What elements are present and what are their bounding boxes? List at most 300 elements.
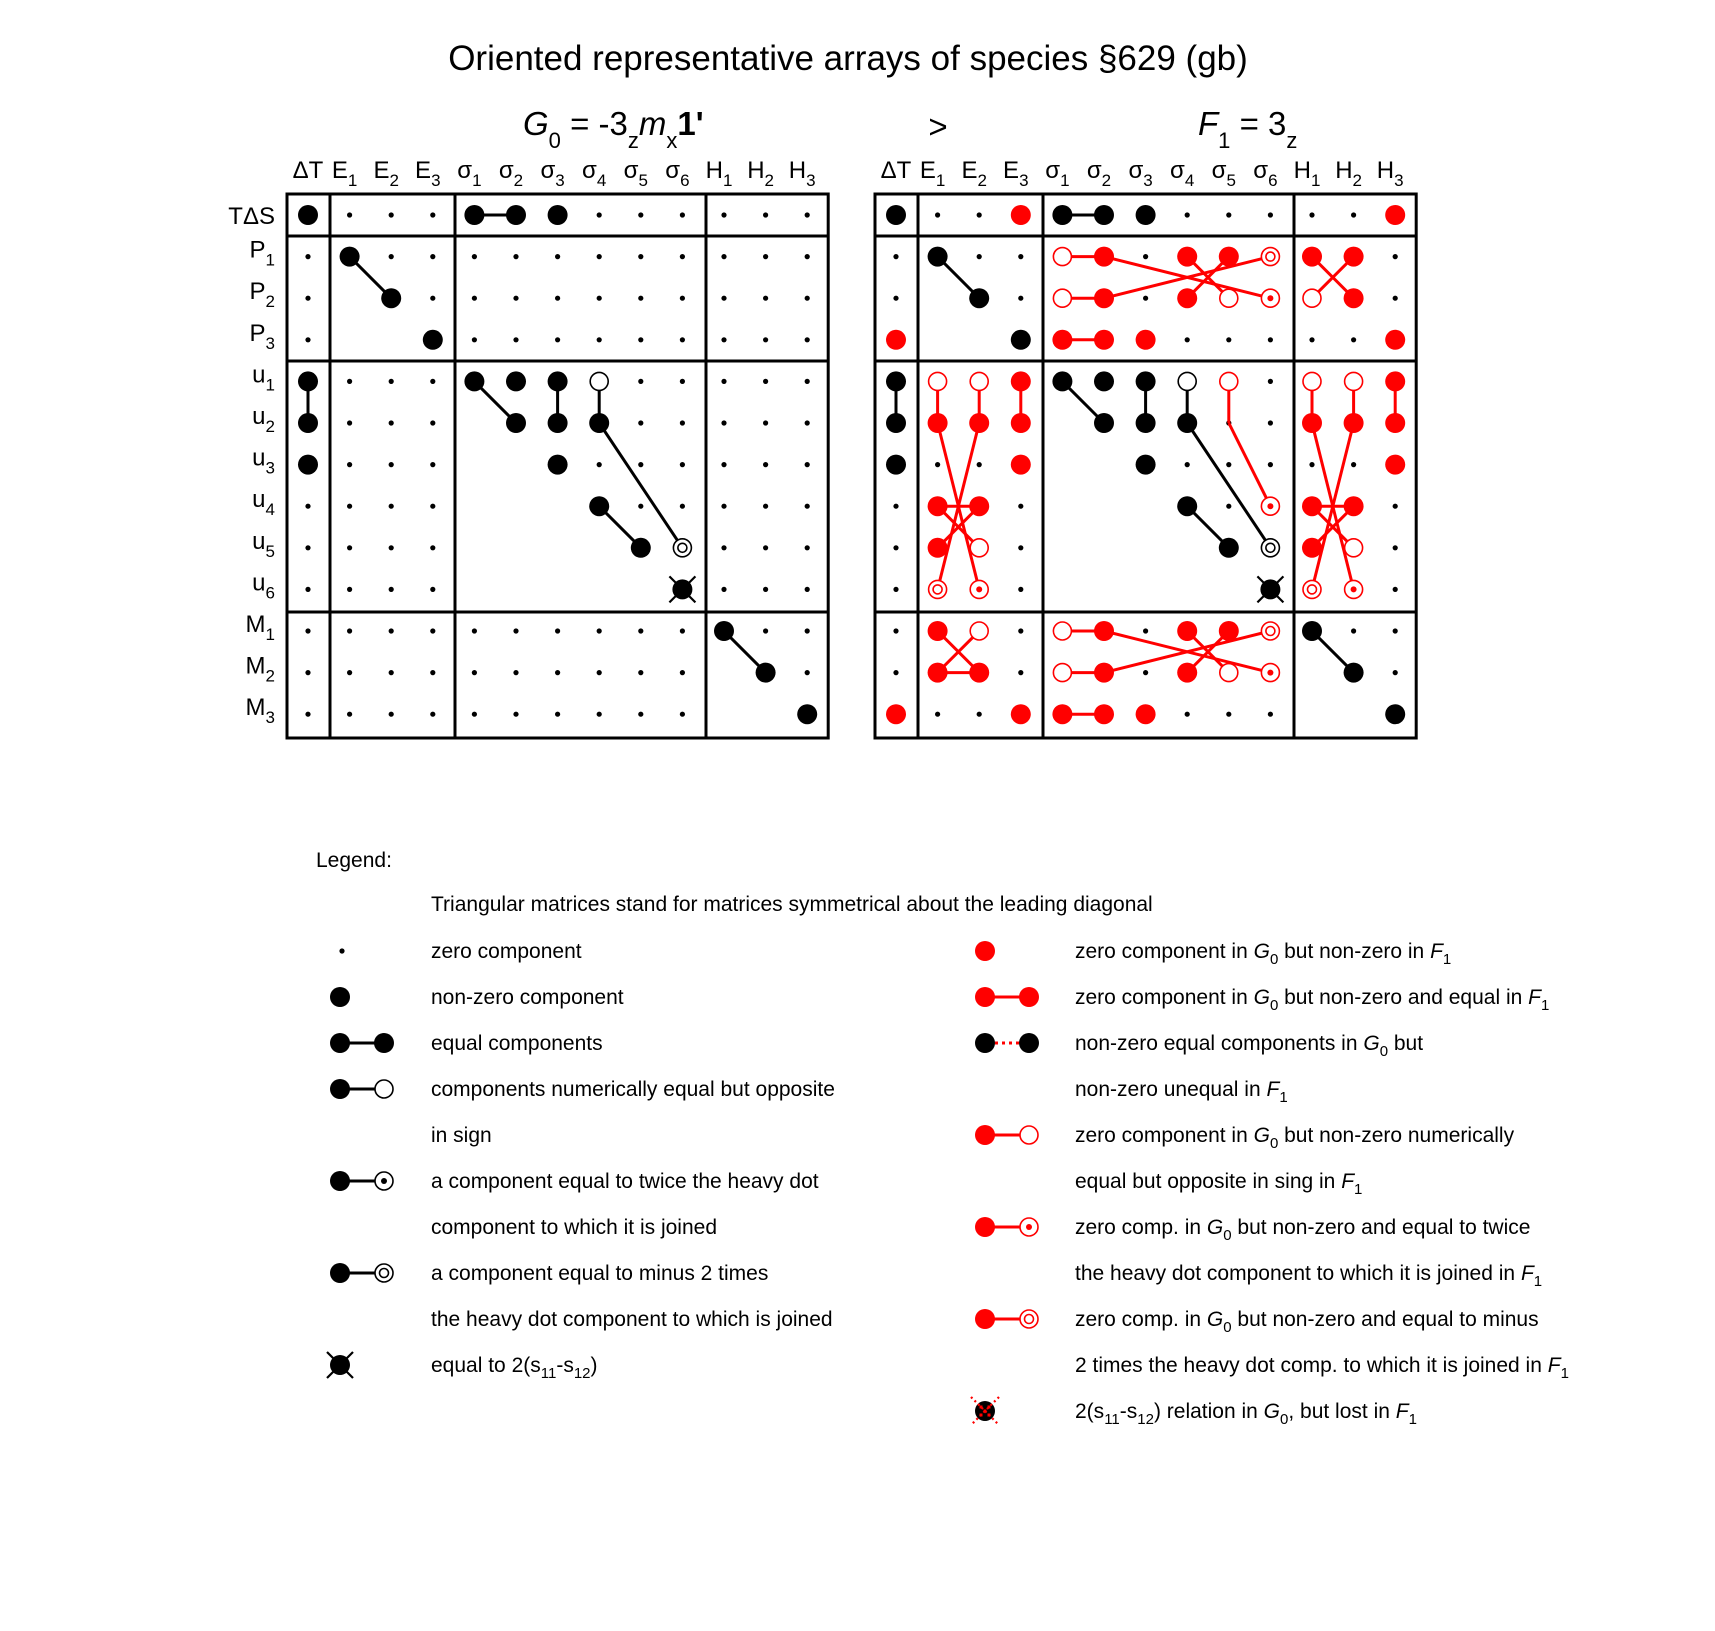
component-full (969, 663, 989, 683)
row-label-4-main: u (252, 361, 266, 389)
component-open (1220, 289, 1238, 307)
full-dot (298, 455, 318, 475)
zero-dot (638, 212, 643, 217)
component-full (381, 288, 401, 308)
full-dot (928, 538, 948, 558)
component-full (1136, 704, 1156, 724)
zero-dot (638, 628, 643, 633)
component-full (1136, 371, 1156, 391)
row-label-7-sub: 4 (265, 500, 275, 520)
zero-dot (430, 379, 435, 384)
open-dot (1178, 372, 1196, 390)
zero-dot (1226, 337, 1231, 342)
component-full (1011, 455, 1031, 475)
component-full (423, 330, 443, 350)
component-open (970, 622, 988, 640)
component-full (928, 663, 948, 683)
legend-part: equal but opposite in sing in (1075, 1170, 1342, 1193)
component-full (1011, 371, 1031, 391)
full-dot (1177, 247, 1197, 267)
zero-dot (1268, 337, 1273, 342)
legend (316, 849, 1569, 1428)
row-label-3-main: P (249, 319, 266, 347)
legend-red-dot (1020, 1218, 1038, 1236)
left-group-title (523, 105, 704, 153)
col-label-G0-8-main: σ (623, 157, 639, 184)
zero-dot (347, 587, 352, 592)
zero-dot (721, 587, 726, 592)
component-dot (1261, 497, 1279, 515)
zero-dot (1351, 628, 1356, 633)
full-dot (975, 1217, 995, 1237)
inner-ring (1308, 585, 1317, 594)
zero-dot (763, 462, 768, 467)
legend-italic: F (1430, 940, 1443, 963)
zero-dot (1393, 254, 1398, 259)
col-label-F1-3-sub: 3 (1019, 171, 1029, 190)
zero-dot (1226, 504, 1231, 509)
zero-dot (597, 296, 602, 301)
legend-left-text: components numerically equal but opposite (431, 1078, 835, 1101)
component-full (1052, 371, 1072, 391)
zero-dot (893, 587, 898, 592)
col-label-F1-3 (1003, 157, 1028, 190)
zero-dot (347, 712, 352, 717)
component-full (1177, 247, 1197, 267)
full-dot (1094, 205, 1114, 225)
full-dot (1011, 371, 1031, 391)
legend-left-text: the heavy dot component to which is joined (431, 1308, 833, 1331)
zero-dot (597, 462, 602, 467)
zero-dot (721, 337, 726, 342)
left-group-one: 1' (677, 105, 704, 142)
zero-dot (1185, 462, 1190, 467)
col-label-G0-9-main: σ (665, 157, 681, 184)
zero-dot (721, 420, 726, 425)
full-dot (1177, 496, 1197, 516)
col-label-F1-11-main: H (1335, 157, 1353, 184)
legend-symbol-redopen (975, 1125, 1038, 1145)
col-label-F1-4-main: σ (1045, 157, 1061, 184)
open-dot (1220, 372, 1238, 390)
full-dot (1094, 330, 1114, 350)
zero-dot (680, 420, 685, 425)
legend-text-part: ) (590, 1354, 598, 1377)
col-label-G0-4-sub: 1 (472, 171, 482, 190)
full-dot (381, 288, 401, 308)
legend-red-open (1020, 1126, 1038, 1144)
col-label-G0-9-sub: 6 (680, 171, 690, 190)
zero-dot (513, 712, 518, 717)
full-dot (1177, 288, 1197, 308)
component-full (756, 663, 776, 683)
component-full (886, 205, 906, 225)
component-full (886, 413, 906, 433)
zero-dot (472, 670, 477, 675)
col-label-G0-3-sub: 3 (431, 171, 441, 190)
legend-full (330, 1079, 350, 1099)
legend-italic: G (1263, 1400, 1281, 1423)
component-full (797, 704, 817, 724)
component-open (1220, 664, 1238, 682)
zero-dot (805, 337, 810, 342)
zero-dot (721, 296, 726, 301)
full-dot (1177, 621, 1197, 641)
full-dot (1136, 704, 1156, 724)
legend-sub: 0 (1223, 1227, 1232, 1244)
open-dot (1220, 664, 1238, 682)
component-full (1344, 496, 1364, 516)
col-label-G0-9 (665, 157, 689, 190)
zero-dot (1185, 712, 1190, 717)
zero-dot (305, 504, 310, 509)
legend-part: , but lost in (1288, 1400, 1396, 1423)
full-dot (1344, 663, 1364, 683)
zero-dot (1018, 587, 1023, 592)
component-full (1219, 621, 1239, 641)
zero-dot (805, 296, 810, 301)
col-label-G0-4 (457, 157, 481, 190)
zero-dot (347, 462, 352, 467)
legend-symbol-redfull (975, 941, 995, 961)
full-dot (330, 1171, 350, 1191)
legend-symbol-dotted (975, 1033, 1039, 1053)
zero-dot (430, 420, 435, 425)
diagram-title: Oriented representative arrays of species §629 (gb) (448, 39, 1248, 78)
row-label-8-main: u (252, 527, 266, 555)
zero-dot (805, 462, 810, 467)
full-dot (1052, 704, 1072, 724)
center-dot (1351, 586, 1357, 592)
zero-dot (680, 379, 685, 384)
col-label-F1-3-main: E (1003, 157, 1020, 184)
component-full (1177, 663, 1197, 683)
component-full (1136, 455, 1156, 475)
full-dot (1344, 496, 1364, 516)
col-label-G0-8 (624, 157, 648, 190)
full-dot (1385, 413, 1405, 433)
link-line (599, 423, 682, 548)
zero-dot (430, 587, 435, 592)
legend-italic: F (1520, 1262, 1534, 1285)
zero-dot (597, 712, 602, 717)
zero-dot (389, 587, 394, 592)
legend-part: zero comp. in (1075, 1308, 1207, 1331)
component-cross (1257, 576, 1283, 602)
component-full (886, 330, 906, 350)
zero-dot (1393, 628, 1398, 633)
col-label-G0-12-main: H (788, 157, 807, 184)
legend-part: ) relation in (1153, 1400, 1264, 1423)
legend-part: non-zero unequal in (1075, 1078, 1267, 1101)
component-full (1344, 663, 1364, 683)
full-dot (506, 413, 526, 433)
legend-part: but non-zero in (1278, 940, 1431, 963)
col-label-F1-4 (1045, 157, 1069, 190)
component-full (1136, 205, 1156, 225)
legend-italic: G (1206, 1308, 1224, 1331)
legend-symbol-reddot (975, 1217, 1038, 1237)
zero-dot (1268, 712, 1273, 717)
row-label-12-sub: 3 (265, 708, 275, 728)
zero-dot (430, 628, 435, 633)
center-dot (1267, 503, 1273, 509)
full-dot (298, 371, 318, 391)
legend-sub: 1 (1560, 1365, 1569, 1382)
full-dot (506, 205, 526, 225)
zero-dot (1018, 254, 1023, 259)
full-dot (1094, 413, 1114, 433)
legend-left-text: component to which it is joined (431, 1216, 717, 1239)
full-dot (1344, 247, 1364, 267)
legend-left-text: a component equal to minus 2 times (431, 1262, 769, 1285)
row-label-1-main: P (249, 236, 266, 264)
zero-dot (893, 670, 898, 675)
row-label-11-main: M (245, 652, 266, 680)
col-label-F1-7-sub: 4 (1184, 171, 1195, 190)
zero-dot (805, 254, 810, 259)
full-dot (886, 455, 906, 475)
open-dot (1220, 289, 1238, 307)
component-full (886, 455, 906, 475)
zero-dot (805, 587, 810, 592)
legend-right-text (1075, 986, 1549, 1014)
full-dot (1219, 621, 1239, 641)
zero-dot (555, 712, 560, 717)
component-full (1344, 288, 1364, 308)
zero-dot (1185, 212, 1190, 217)
zero-dot (305, 712, 310, 717)
col-label-G0-11 (747, 157, 774, 190)
row-label-0-main: TΔS (228, 203, 275, 230)
legend-red-full (975, 1309, 995, 1329)
full-dot (506, 371, 526, 391)
component-full (464, 371, 484, 391)
zero-dot (1351, 212, 1356, 217)
zero-dot (597, 254, 602, 259)
zero-dot (763, 587, 768, 592)
zero-dot (1351, 337, 1356, 342)
component-full (298, 413, 318, 433)
component-full (298, 371, 318, 391)
full-dot (1136, 371, 1156, 391)
zero-dot (1226, 712, 1231, 717)
full-dot (928, 663, 948, 683)
component-full (1219, 247, 1239, 267)
component-full (969, 413, 989, 433)
legend-italic: F (1341, 1170, 1355, 1193)
open-dot (1345, 539, 1363, 557)
col-label-G0-11-main: H (747, 157, 765, 184)
zero-dot (1143, 254, 1148, 259)
legend-left-text: zero component (431, 940, 582, 963)
col-label-G0-8-sub: 5 (638, 171, 648, 190)
legend-red-ring (1020, 1310, 1038, 1328)
zero-dot (763, 212, 768, 217)
zero-dot (1393, 587, 1398, 592)
open-dot (970, 622, 988, 640)
col-label-G0-2-sub: 2 (389, 171, 399, 190)
center-dot (1267, 670, 1273, 676)
zero-dot (555, 254, 560, 259)
legend-text-part: -s (556, 1354, 574, 1377)
legend-full (975, 1033, 995, 1053)
component-full (928, 413, 948, 433)
zero-dot (680, 670, 685, 675)
row-label-6 (252, 445, 275, 478)
legend-part: zero component in (1075, 986, 1254, 1009)
col-label-G0-1-sub: 1 (347, 171, 358, 190)
component-full (886, 371, 906, 391)
zero-dot (430, 670, 435, 675)
component-open (1053, 622, 1071, 640)
component-full (548, 455, 568, 475)
zero-dot (680, 628, 685, 633)
legend-sub: 11 (1104, 1411, 1120, 1428)
full-dot (928, 413, 948, 433)
zero-dot (430, 462, 435, 467)
component-full (1177, 413, 1197, 433)
zero-dot (305, 545, 310, 550)
component-full (1011, 413, 1031, 433)
right-group-title (1198, 105, 1297, 153)
legend-cross (327, 1352, 353, 1378)
component-open (970, 372, 988, 390)
zero-dot (805, 545, 810, 550)
full-dot (756, 663, 776, 683)
legend-sub: 1 (1408, 1411, 1417, 1428)
col-label-F1-12-main: H (1376, 157, 1395, 184)
zero-dot (721, 504, 726, 509)
full-dot (1385, 704, 1405, 724)
full-dot (1302, 621, 1322, 641)
open-dot (1053, 622, 1071, 640)
col-label-G0-1 (332, 157, 357, 190)
row-label-6-main: u (252, 444, 266, 472)
zero-dot (763, 379, 768, 384)
legend-full (374, 1033, 394, 1053)
matrices-layer (228, 157, 1416, 738)
component-full (886, 704, 906, 724)
zero-dot (638, 337, 643, 342)
legend-part: but non-zero and equal in (1278, 986, 1529, 1009)
legend-part: zero component in (1075, 940, 1254, 963)
legend-part: 2 times the heavy dot comp. to which it is joined in (1075, 1354, 1548, 1377)
legend-part: zero component in (1075, 1124, 1254, 1147)
full-dot (548, 371, 568, 391)
legend-text-sub: 12 (573, 1365, 591, 1382)
zero-dot (389, 212, 394, 217)
col-label-F1-9-sub: 6 (1268, 171, 1278, 190)
right-group-F-sub: 1 (1218, 128, 1231, 153)
col-label-G0-6 (540, 157, 564, 190)
zero-dot (638, 254, 643, 259)
full-dot (975, 987, 995, 1007)
zero-dot (389, 628, 394, 633)
zero-dot (347, 420, 352, 425)
legend-italic: F (1395, 1400, 1409, 1423)
zero-dot (597, 337, 602, 342)
zero-dot (513, 254, 518, 259)
full-dot (1052, 205, 1072, 225)
zero-dot (893, 628, 898, 633)
component-full (1219, 538, 1239, 558)
inner-ring (1266, 543, 1275, 552)
legend-red-full (975, 987, 995, 1007)
full-dot (330, 1033, 350, 1053)
zero-dot (389, 379, 394, 384)
col-label-F1-2-main: E (961, 157, 978, 184)
legend-symbol-full (330, 987, 350, 1007)
col-label-F1-6-sub: 3 (1143, 171, 1153, 190)
component-open (1053, 289, 1071, 307)
legend-sub: 0 (1379, 1043, 1389, 1060)
zero-dot (935, 212, 940, 217)
component-full (1094, 704, 1114, 724)
full-dot (548, 205, 568, 225)
col-label-F1-0-main: ΔT (880, 157, 912, 184)
col-label-G0-3 (415, 157, 440, 190)
legend-symbol-small (339, 948, 344, 953)
component-full (589, 496, 609, 516)
right-group-z: z (1286, 128, 1298, 153)
zero-dot (430, 545, 435, 550)
component-open (970, 539, 988, 557)
open-dot (929, 372, 947, 390)
component-ring (1261, 539, 1279, 557)
component-full (298, 205, 318, 225)
component-full (1344, 247, 1364, 267)
zero-dot (638, 379, 643, 384)
zero-dot (339, 948, 344, 953)
center-dot (1267, 295, 1273, 301)
left-group-z: z (627, 128, 639, 153)
legend-right-text (1075, 1400, 1417, 1428)
full-dot (1019, 1033, 1039, 1053)
zero-dot (893, 254, 898, 259)
zero-dot (721, 254, 726, 259)
open-dot (375, 1080, 393, 1098)
component-full (464, 205, 484, 225)
zero-dot (1268, 212, 1273, 217)
component-full (1094, 371, 1114, 391)
zero-dot (1351, 462, 1356, 467)
zero-dot (893, 296, 898, 301)
legend-symbol-eq (330, 1033, 394, 1053)
full-dot (330, 1079, 350, 1099)
component-full (548, 413, 568, 433)
component-full (1052, 704, 1072, 724)
full-dot (886, 330, 906, 350)
row-label-2-main: P (249, 278, 266, 306)
component-full (1177, 288, 1197, 308)
col-label-G0-0-main: ΔT (292, 157, 324, 184)
component-full (1302, 496, 1322, 516)
full-dot (886, 205, 906, 225)
zero-dot (513, 296, 518, 301)
zero-dot (763, 337, 768, 342)
component-full (1094, 621, 1114, 641)
col-label-F1-9-main: σ (1253, 157, 1269, 184)
zero-dot (597, 628, 602, 633)
component-full (1385, 413, 1405, 433)
component-full (1385, 330, 1405, 350)
full-dot (1385, 371, 1405, 391)
legend-italic: G (1253, 1124, 1270, 1147)
col-label-F1-1-main: E (919, 157, 936, 184)
full-dot (1344, 413, 1364, 433)
col-label-F1-2-sub: 2 (977, 171, 987, 190)
